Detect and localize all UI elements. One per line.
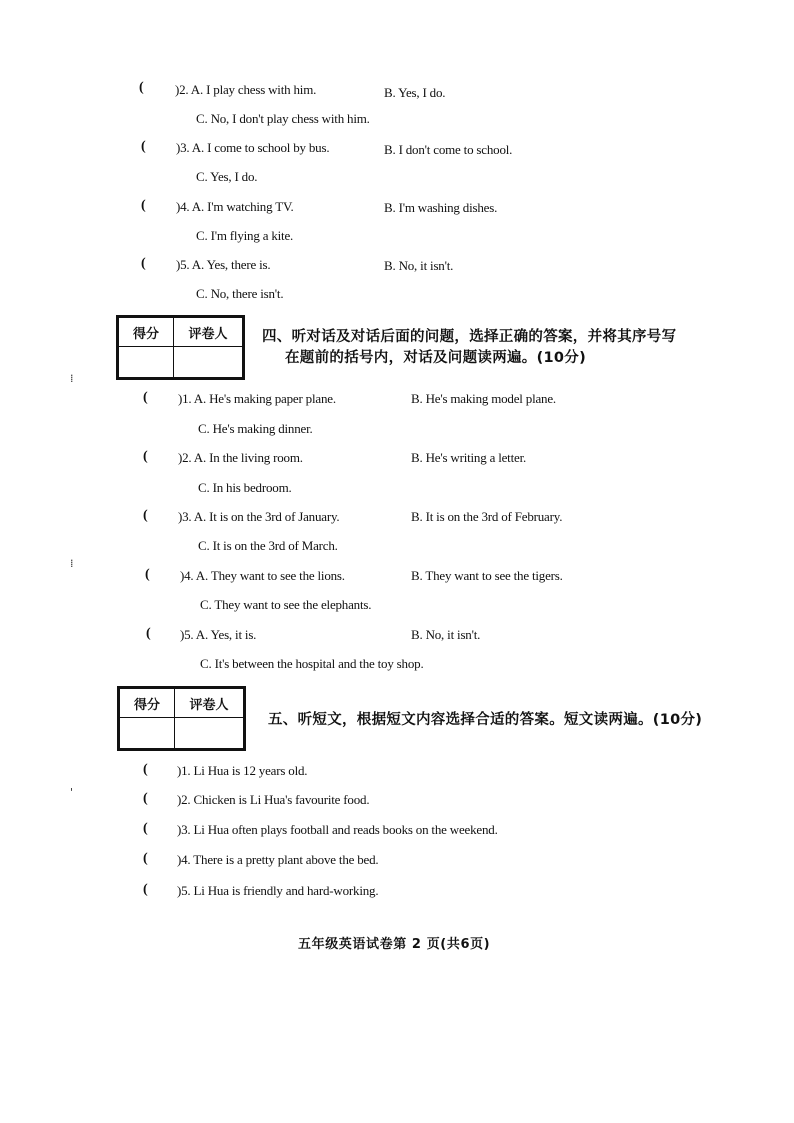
margin-mark: ': [70, 786, 74, 799]
s4-q4-option-b: B. They want to see the tigers.: [411, 568, 563, 583]
s3-q3-option-b: B. I don't come to school.: [384, 142, 513, 157]
s5-q4-text: )4. There is a pretty plant above the bed.: [177, 852, 379, 867]
s3-q5-option-c: C. No, there isn't.: [196, 286, 284, 301]
answer-paren: (: [143, 762, 148, 777]
answer-paren: (: [143, 821, 148, 836]
margin-mark: ⁞: [70, 557, 74, 570]
answer-paren: (: [141, 198, 146, 213]
s4-q2-option-b: B. He's writing a letter.: [411, 450, 527, 465]
score-cell[interactable]: [119, 347, 174, 378]
answer-paren: (: [143, 449, 148, 464]
s4-q4-option-c: C. They want to see the elephants.: [200, 597, 372, 612]
s3-q2-option-c: C. No, I don't play chess with him.: [196, 111, 370, 126]
section4-heading-line2: 在题前的括号内，对话及问题读两遍。(10分): [285, 350, 587, 366]
answer-paren: (: [141, 139, 146, 154]
s4-q5-option-b: B. No, it isn't.: [411, 627, 481, 642]
s4-q5-option-c: C. It's between the hospital and the toy shop.: [200, 656, 424, 671]
s5-q5-text: )5. Li Hua is friendly and hard-working.: [177, 883, 379, 898]
s4-q2-option-c: C. In his bedroom.: [198, 480, 292, 495]
s3-q2-option-b: B. Yes, I do.: [384, 85, 446, 100]
score-label: 得分: [119, 318, 174, 347]
grader-label: 评卷人: [174, 318, 243, 347]
section4-heading-line1: 四、听对话及对话后面的问题，选择正确的答案，并将其序号写: [262, 329, 677, 345]
s5-q1-text: )1. Li Hua is 12 years old.: [177, 763, 308, 778]
s3-q3-option-a: )3. A. I come to school by bus.: [176, 140, 330, 155]
s3-q4-option-c: C. I'm flying a kite.: [196, 228, 294, 243]
score-cell[interactable]: [120, 718, 175, 749]
answer-paren: (: [143, 390, 148, 405]
score-box: [116, 315, 245, 380]
s4-q1-option-b: B. He's making model plane.: [411, 391, 556, 406]
answer-paren: (: [143, 851, 148, 866]
grader-cell[interactable]: [174, 347, 243, 378]
s3-q5-option-b: B. No, it isn't.: [384, 258, 454, 273]
s3-q5-option-a: )5. A. Yes, there is.: [176, 257, 271, 272]
s5-q3-text: )3. Li Hua often plays football and reads books on the weekend.: [177, 822, 498, 837]
s4-q4-option-a: )4. A. They want to see the lions.: [180, 568, 345, 583]
s5-q2-text: )2. Chicken is Li Hua's favourite food.: [177, 792, 370, 807]
grader-cell[interactable]: [175, 718, 244, 749]
section5-heading: 五、听短文，根据短文内容选择合适的答案。短文读两遍。(10分): [268, 712, 703, 728]
answer-paren: (: [141, 256, 146, 271]
margin-mark: ⁞: [70, 372, 74, 385]
s4-q2-option-a: )2. A. In the living room.: [178, 450, 303, 465]
score-label: 得分: [120, 689, 175, 718]
s4-q3-option-c: C. It is on the 3rd of March.: [198, 538, 338, 553]
s4-q1-option-c: C. He's making dinner.: [198, 421, 313, 436]
page-footer: 五年级英语试卷第 2 页(共6页): [298, 937, 491, 952]
s4-q1-option-a: )1. A. He's making paper plane.: [178, 391, 336, 406]
s4-q3-option-a: )3. A. It is on the 3rd of January.: [178, 509, 340, 524]
s4-q5-option-a: )5. A. Yes, it is.: [180, 627, 257, 642]
s4-q3-option-b: B. It is on the 3rd of February.: [411, 509, 563, 524]
answer-paren: (: [143, 882, 148, 897]
answer-paren: (: [143, 791, 148, 806]
grader-label: 评卷人: [175, 689, 244, 718]
answer-paren: (: [145, 567, 150, 582]
s3-q2-option-a: )2. A. I play chess with him.: [175, 82, 317, 97]
s3-q4-option-a: )4. A. I'm watching TV.: [176, 199, 294, 214]
s3-q4-option-b: B. I'm washing dishes.: [384, 200, 498, 215]
s3-q3-option-c: C. Yes, I do.: [196, 169, 258, 184]
score-box: [117, 686, 246, 751]
answer-paren: (: [146, 626, 151, 641]
answer-paren: (: [139, 80, 144, 95]
answer-paren: (: [143, 508, 148, 523]
